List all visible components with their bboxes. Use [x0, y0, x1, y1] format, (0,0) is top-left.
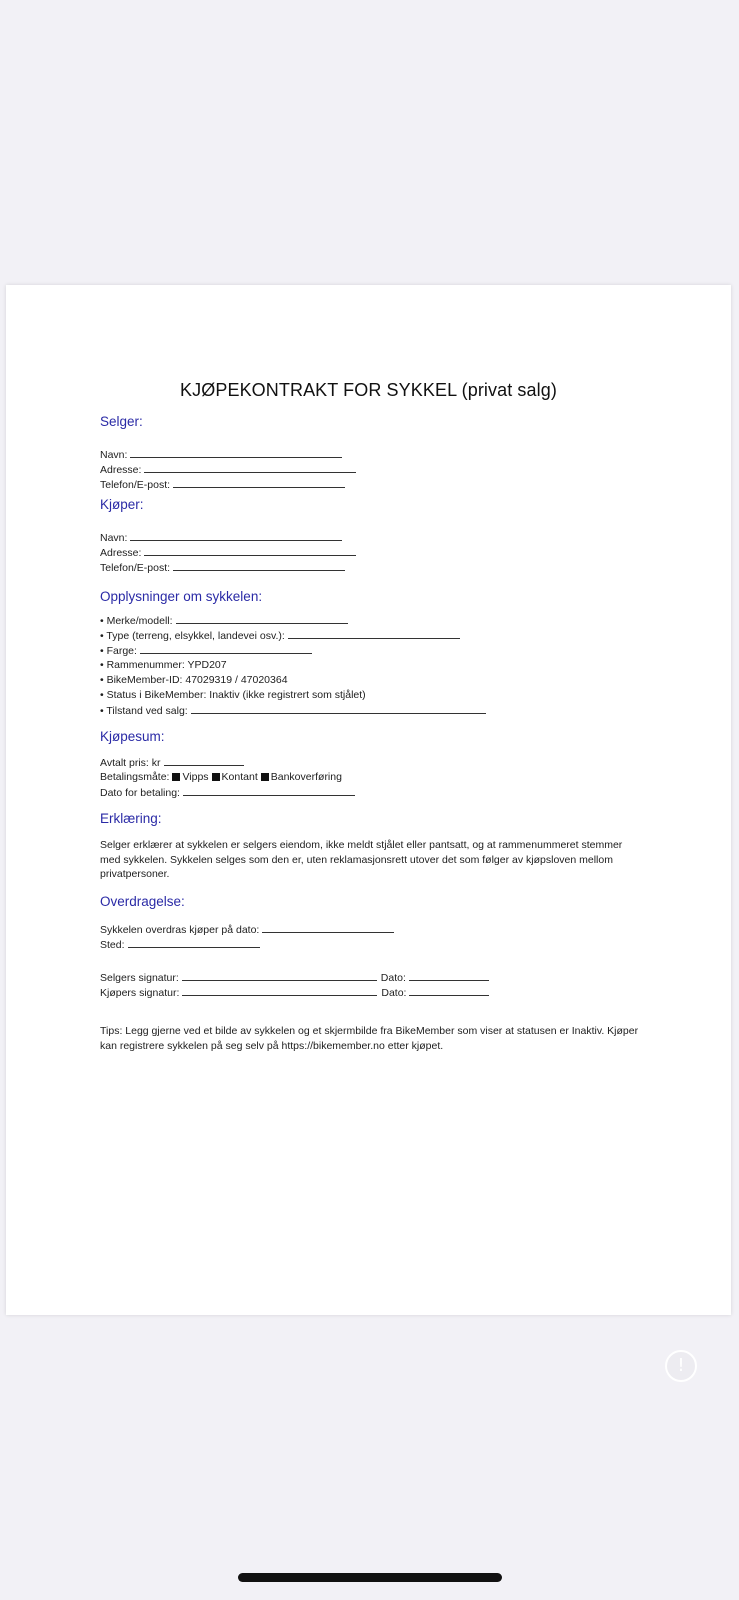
seller-heading: Selger:: [100, 414, 143, 429]
document-title: KJØPEKONTRAKT FOR SYKKEL (privat salg): [180, 380, 557, 400]
seller-contact-blank: [173, 478, 345, 488]
bike-bikemember-id: • BikeMember-ID: 47029319 / 47020364: [100, 674, 288, 686]
seller-address-line: [100, 463, 356, 477]
seller-name-label: Navn:: [100, 449, 128, 461]
buyer-name-blank: [130, 531, 342, 541]
bike-brand-label: • Merke/modell:: [100, 615, 173, 627]
payment-date-label: Dato for betaling:: [100, 787, 180, 799]
seller-name-line: [100, 448, 342, 462]
checkbox-kontant: [212, 773, 220, 781]
transfer-place-blank: [128, 938, 260, 948]
checkbox-bankoverforing: [261, 773, 269, 781]
declaration-heading: Erklæring:: [100, 811, 162, 826]
transfer-heading: Overdragelse:: [100, 894, 185, 909]
checkbox-vipps: [172, 773, 180, 781]
buyer-contact-blank: [173, 561, 345, 571]
seller-signature-line: [100, 971, 489, 985]
buyer-contact-line: [100, 561, 345, 575]
bike-type-blank: [288, 629, 460, 639]
bike-condition-blank: [191, 704, 486, 714]
bike-brand-line: [100, 614, 348, 628]
price-heading: Kjøpesum:: [100, 729, 165, 744]
payment-method-label: Betalingsmåte:: [100, 771, 170, 783]
buyer-name-line: [100, 531, 342, 545]
buyer-signature-date-label: Dato:: [381, 987, 407, 999]
bike-type-line: [100, 629, 460, 643]
bike-condition-label: • Tilstand ved salg:: [100, 705, 188, 717]
bike-type-label: • Type (terreng, elsykkel, landevei osv.):: [100, 630, 285, 642]
seller-signature-blank: [182, 971, 377, 981]
seller-name-blank: [130, 448, 342, 458]
transfer-place-line: [100, 938, 260, 952]
payment-option-kontant: Kontant: [221, 771, 258, 783]
seller-contact-line: [100, 478, 345, 492]
price-agreed-blank: [164, 756, 244, 766]
price-agreed-line: [100, 756, 244, 770]
seller-signature-label: Selgers signatur:: [100, 972, 179, 984]
bike-frame-number: • Rammenummer: YPD207: [100, 659, 227, 671]
bike-heading: Opplysninger om sykkelen:: [100, 589, 263, 604]
payment-date-line: [100, 786, 355, 800]
buyer-address-label: Adresse:: [100, 547, 142, 559]
buyer-contact-label: Telefon/E-post:: [100, 562, 171, 574]
declaration-text: Selger erklærer at sykkelen er selgers eiendom, ikke meldt stjålet eller pantsatt, og at rammenummeret stemmer med sykkelen. Sykkelen selges som den er, uten reklamasjonsrett utover det som følger av kjøpsloven mellom privatpersoner.: [100, 839, 623, 880]
home-indicator[interactable]: [238, 1573, 502, 1582]
buyer-name-label: Navn:: [100, 532, 128, 544]
bike-color-line: [100, 644, 312, 658]
buyer-signature-line: [100, 986, 489, 1000]
payment-option-bankoverforing: Bankoverføring: [270, 771, 342, 783]
buyer-address-blank: [144, 546, 356, 556]
price-agreed-label: Avtalt pris: kr: [100, 757, 161, 769]
bike-color-label: • Farge:: [100, 645, 137, 657]
seller-contact-label: Telefon/E-post:: [100, 479, 171, 491]
payment-date-blank: [183, 786, 355, 796]
seller-address-label: Adresse:: [100, 464, 142, 476]
seller-address-blank: [144, 463, 356, 473]
buyer-address-line: [100, 546, 356, 560]
payment-option-vipps: Vipps: [182, 771, 209, 783]
buyer-heading: Kjøper:: [100, 497, 144, 512]
alert-icon[interactable]: !: [665, 1350, 697, 1382]
seller-signature-date-blank: [409, 971, 489, 981]
buyer-signature-blank: [182, 986, 377, 996]
transfer-date-blank: [262, 923, 394, 933]
bike-brand-blank: [176, 614, 348, 624]
transfer-place-label: Sted:: [100, 939, 125, 951]
bike-condition-line: [100, 704, 486, 718]
tips-text: Tips: Legg gjerne ved et bilde av sykkelen og et skjermbilde fra BikeMember som viser at statusen er Inaktiv. Kjøper kan registrere sykkelen på seg selv på https://bikemember.no etter kjøpet.: [100, 1025, 639, 1052]
transfer-date-label: Sykkelen overdras kjøper på dato:: [100, 924, 260, 936]
bike-color-blank: [140, 644, 312, 654]
seller-signature-date-label: Dato:: [380, 972, 406, 984]
buyer-signature-date-blank: [409, 986, 489, 996]
transfer-date-line: [100, 923, 394, 937]
payment-method-line: [100, 771, 342, 784]
bike-status: • Status i BikeMember: Inaktiv (ikke registrert som stjålet): [100, 689, 366, 701]
document-page: [6, 285, 731, 1315]
buyer-signature-label: Kjøpers signatur:: [100, 987, 180, 999]
